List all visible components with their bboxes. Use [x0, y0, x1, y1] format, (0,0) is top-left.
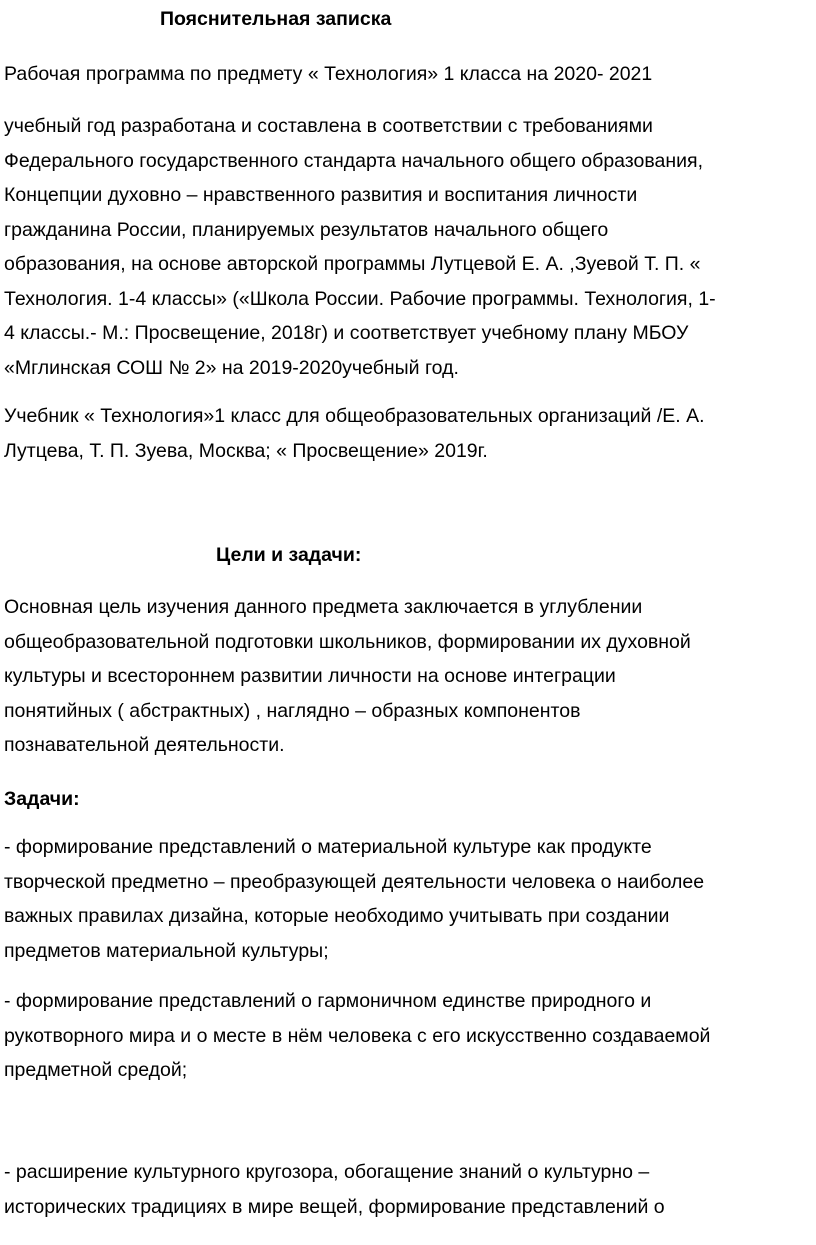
- goal-line: общеобразовательной подготовки школьников, формировании их духовной: [4, 630, 691, 653]
- goal-line: понятийных ( абстрактных) , наглядно – образных компонентов: [4, 699, 581, 722]
- goal-line: познавательной деятельности.: [4, 734, 285, 756]
- intro-paragraph: [4, 109, 812, 385]
- tasks-heading: Задачи:: [4, 788, 80, 810]
- intro-line: гражданина России, планируемых результатов начального общего: [4, 218, 609, 241]
- intro-line: Концепции духовно – нравственного развития и воспитания личности: [4, 184, 638, 206]
- task-item-2: [4, 984, 812, 1088]
- intro-first-line: Рабочая программа по предмету « Технология» 1 класса на 2020- 2021: [4, 63, 653, 85]
- task-line: - формирование представлений о материальной культуре как продукте: [4, 836, 652, 858]
- intro-line: Федерального государственного стандарта начального общего образования,: [4, 149, 703, 172]
- document-title: Пояснительная записка: [160, 8, 392, 30]
- intro-line: «Мглинская СОШ № 2» на 2019-2020учебный год.: [4, 356, 459, 379]
- intro-line: Технология. 1-4 классы» («Школа России. Рабочие программы. Технология, 1-: [4, 287, 716, 310]
- task-line: исторических традициях в мире вещей, формирование представлений о: [4, 1195, 665, 1218]
- intro-line: учебный год разработана и составлена в соответствии с требованиями: [4, 115, 653, 137]
- task-line: - расширение культурного кругозора, обогащение знаний о культурно –: [4, 1161, 650, 1183]
- task-line: рукотворного мира и о месте в нём человека с его искусственно создаваемой: [4, 1024, 711, 1047]
- task-line: - формирование представлений о гармоничном единстве природного и: [4, 990, 652, 1012]
- task-line: предметной средой;: [4, 1059, 188, 1081]
- goal-line: Основная цель изучения данного предмета заключается в углублении: [4, 596, 643, 618]
- task-item-1: [4, 830, 812, 968]
- textbook-line: Лутцева, Т. П. Зуева, Москва; « Просвещение» 2019г.: [4, 439, 488, 462]
- intro-line: образования, на основе авторской программы Лутцевой Е. А. ,Зуевой Т. П. «: [4, 253, 701, 275]
- task-line: важных правилах дизайна, которые необходимо учитывать при создании: [4, 905, 670, 927]
- goal-line: культуры и всестороннем развитии личности на основе интеграции: [4, 665, 616, 687]
- goals-heading: Цели и задачи:: [216, 544, 362, 566]
- textbook-line: Учебник « Технология»1 класс для общеобразовательных организаций /Е. А.: [4, 405, 705, 427]
- textbook-paragraph: [4, 399, 812, 468]
- task-line: предметов материальной культуры;: [4, 939, 329, 962]
- intro-line: 4 классы.- М.: Просвещение, 2018г) и соответствует учебному плану МБОУ: [4, 322, 689, 344]
- task-line: творческой предметно – преобразующей деятельности человека о наиболее: [4, 870, 705, 893]
- goals-paragraph: [4, 590, 812, 763]
- task-item-3: [4, 1155, 812, 1224]
